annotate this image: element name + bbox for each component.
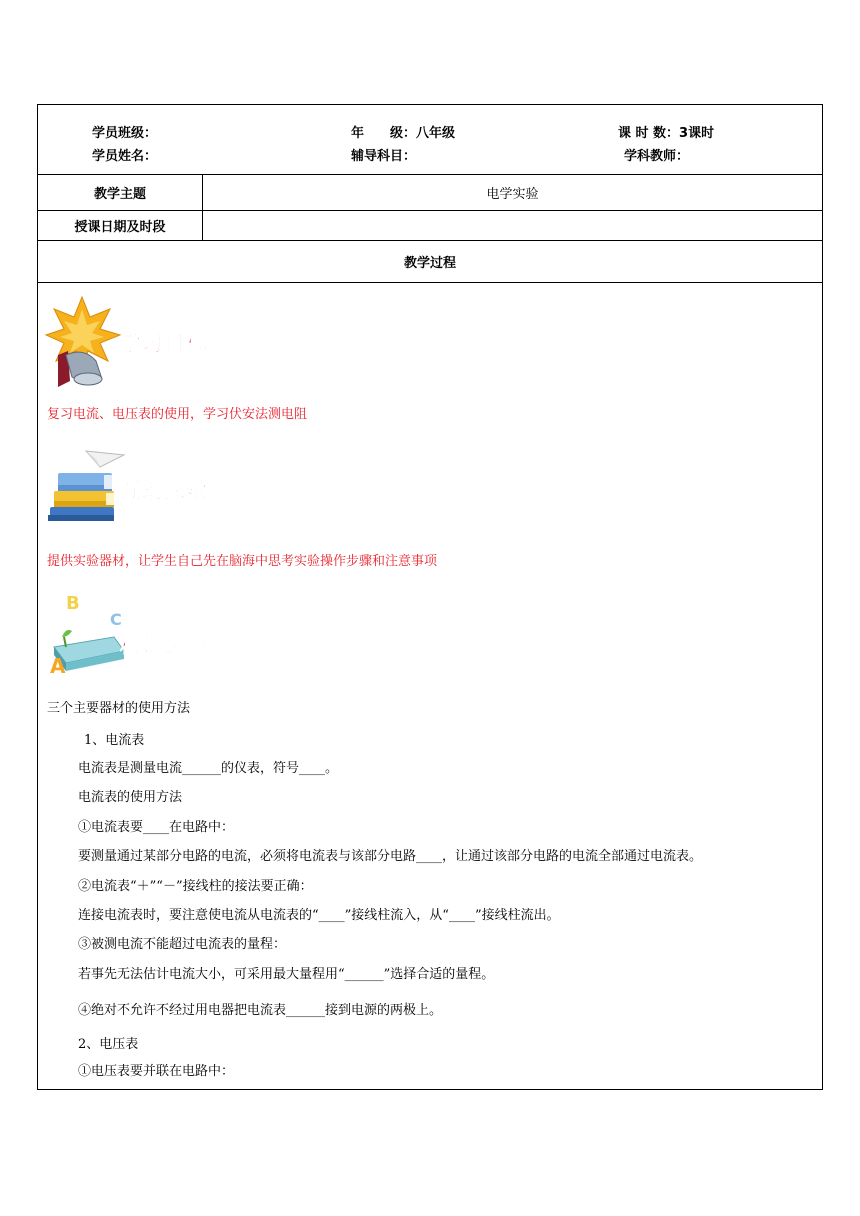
date-label: 授课日期及时段	[38, 211, 203, 240]
svg-text:A: A	[50, 654, 66, 677]
lecture-badge	[44, 587, 214, 677]
topic-value: 电学实验	[486, 187, 539, 202]
ammeter-line-8: 若事先无法估计电流大小，可采用最大量程用“______”选择合适的量程。	[78, 967, 495, 982]
voltmeter-heading: 2、电压表	[78, 1037, 139, 1052]
svg-text:C: C	[110, 610, 122, 629]
date-row	[38, 211, 822, 241]
explore-text: 提供实验器材，让学生自己先在脑海中思考实验操作步骤和注意事项	[47, 554, 438, 569]
name-label: 学员姓名：	[92, 149, 158, 164]
goal-badge	[44, 295, 214, 385]
explore-title: 互动探索	[120, 479, 208, 503]
svg-text:B: B	[66, 593, 80, 614]
ammeter-line-7: ③被测电流不能超过电流表的量程：	[78, 937, 287, 952]
teacher-label: 学科教师：	[624, 149, 690, 164]
process-title: 教学过程	[38, 241, 822, 283]
ammeter-line-1: 电流表是测量电流______的仪表，符号____。	[78, 761, 339, 776]
ammeter-line-2: 电流表的使用方法	[78, 790, 183, 805]
topic-row	[38, 175, 822, 211]
lecture-title: 精讲提升	[120, 633, 208, 657]
goal-title: 学习目标	[120, 332, 208, 356]
ammeter-line-9: ④绝对不允许不经过用电器把电流表______接到电源的两极上。	[78, 1003, 443, 1018]
ammeter-line-4: 要测量通过某部分电路的电流，必须将电流表与该部分电路____，让通过该部分电路的电流全部通过电流表。	[78, 849, 703, 864]
class-label: 学员班级：	[92, 126, 158, 141]
lesson-plan-sheet	[37, 104, 823, 1090]
grade-label: 年 级：八年级	[351, 126, 456, 141]
explore-badge	[44, 445, 214, 535]
voltmeter-line-1: ①电压表要并联在电路中：	[78, 1064, 235, 1079]
hours-label: 课 时 数：3课时	[618, 126, 715, 141]
header-info	[38, 105, 822, 175]
ammeter-line-3: ①电流表要____在电路中：	[78, 820, 235, 835]
topic-label: 教学主题	[38, 175, 203, 210]
lesson-body	[38, 283, 822, 1089]
ammeter-line-5: ②电流表“＋”“－”接线柱的接法要正确：	[78, 879, 313, 894]
subject-label: 辅导科目：	[351, 149, 417, 164]
ammeter-heading: 1、电流表	[84, 733, 145, 748]
ammeter-line-6: 连接电流表时，要注意使电流从电流表的“____”接线柱流入，从“____”接线柱流出。	[78, 908, 560, 923]
maple-leaf-bell-icon	[44, 295, 124, 390]
date-value	[203, 211, 822, 240]
intro-text: 三个主要器材的使用方法	[47, 701, 191, 716]
goal-text: 复习电流、电压表的使用，学习伏安法测电阻	[47, 407, 308, 422]
